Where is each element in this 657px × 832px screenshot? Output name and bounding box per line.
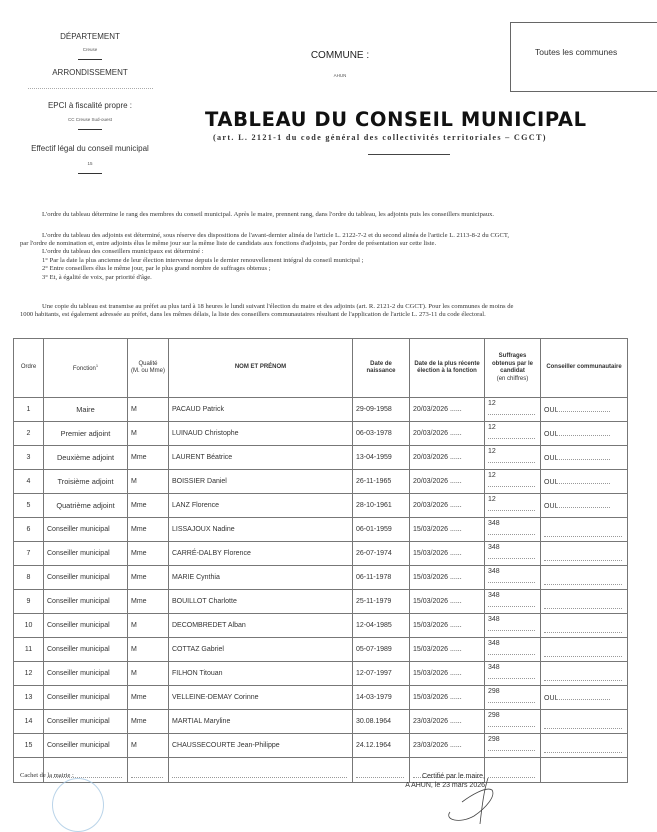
cell-nom: LISSAJOUX Nadine <box>169 518 353 542</box>
cell-ordre: 4 <box>14 470 44 494</box>
cell-election: 15/03/2026 ...... <box>410 662 485 686</box>
departement-label: DÉPARTEMENT <box>60 32 120 41</box>
cell-fonction: Conseiller municipal <box>44 734 128 758</box>
cell-communautaire <box>541 662 628 686</box>
cell-naissance: 13-04-1959 <box>353 446 410 470</box>
cell-election: 20/03/2026 ...... <box>410 494 485 518</box>
header-election: Date de la plus récente élection à la fonction <box>410 339 485 398</box>
table-row <box>14 638 628 662</box>
divider <box>78 129 102 130</box>
table-row <box>14 542 628 566</box>
page-subtitle: (art. L. 2121-1 du code général des collectivités territoriales – CGCT) <box>213 133 547 142</box>
cell-ordre: 15 <box>14 734 44 758</box>
cell-communautaire <box>541 494 628 518</box>
cell-fonction: Maire <box>44 398 128 422</box>
cell-qualite: Mme <box>128 566 169 590</box>
cell-suffrages: 12 <box>485 422 541 446</box>
cell-fonction: Conseiller municipal <box>44 518 128 542</box>
cell-fonction: Conseiller municipal <box>44 662 128 686</box>
table-row <box>14 662 628 686</box>
header-communautaire: Conseiller communautaire <box>541 339 628 398</box>
cell-qualite: M <box>128 734 169 758</box>
cell-ordre: 14 <box>14 710 44 734</box>
intro-paragraph-4-line-1: Une copie du tableau est transmise au préfet au plus tard à 18 heures le lundi suivant l'élection du maire et des adjoints (art. R. 2121-2 du CGCT). Pour les communes de moins de <box>42 303 514 310</box>
cell-communautaire <box>541 590 628 614</box>
mairie-stamp <box>52 778 104 832</box>
cell-communautaire <box>541 422 628 446</box>
table-row <box>14 422 628 446</box>
cell-election: 15/03/2026 ...... <box>410 686 485 710</box>
cell-suffrages: 12 <box>485 470 541 494</box>
cell-fonction: Conseiller municipal <box>44 686 128 710</box>
cell-nom: LUINAUD Christophe <box>169 422 353 446</box>
cell-nom: DECOMBREDET Alban <box>169 614 353 638</box>
cell-naissance: 14-03-1979 <box>353 686 410 710</box>
cell-qualite: Mme <box>128 518 169 542</box>
table-row <box>14 566 628 590</box>
communautaire-value: OUI <box>544 431 557 438</box>
cell-fonction: Conseiller municipal <box>44 614 128 638</box>
cell-empty <box>541 758 628 783</box>
divider <box>78 173 102 174</box>
cell-communautaire <box>541 686 628 710</box>
cell-nom: VELLEINE-DEMAY Corinne <box>169 686 353 710</box>
intro-paragraph-1: L'ordre du tableau détermine le rang des membres du conseil municipal. Après le maire, prennent rang, dans l'ordre du tableau, les adjoints puis les conseillers municipaux. <box>42 211 495 218</box>
cell-suffrages: 348 <box>485 614 541 638</box>
cell-ordre: 1 <box>14 398 44 422</box>
cell-election: 15/03/2026 ...... <box>410 590 485 614</box>
cell-empty <box>169 758 353 783</box>
cell-naissance: 06-11-1978 <box>353 566 410 590</box>
cell-qualite: M <box>128 398 169 422</box>
intro-rule-3: 3° Et, à égalité de voix, par priorité d'âge. <box>42 274 152 281</box>
epci-label: EPCI à fiscalité propre : <box>47 101 133 110</box>
table-row <box>14 734 628 758</box>
table-row <box>14 470 628 494</box>
cell-qualite: Mme <box>128 446 169 470</box>
cell-ordre: 8 <box>14 566 44 590</box>
cell-fonction: Conseiller municipal <box>44 590 128 614</box>
cell-fonction: Troisième adjoint <box>44 470 128 494</box>
table-row <box>14 494 628 518</box>
cell-election: 20/03/2026 ...... <box>410 422 485 446</box>
communautaire-value: OUI <box>544 503 557 510</box>
cell-naissance: 12-04-1985 <box>353 614 410 638</box>
cell-election: 15/03/2026 ...... <box>410 638 485 662</box>
cell-election: 23/03/2026 ...... <box>410 734 485 758</box>
cell-naissance: 24.12.1964 <box>353 734 410 758</box>
cell-qualite: M <box>128 662 169 686</box>
cell-fonction: Quatrième adjoint <box>44 494 128 518</box>
cell-qualite: M <box>128 422 169 446</box>
cell-qualite: M <box>128 614 169 638</box>
divider <box>78 59 102 60</box>
table-header-row <box>14 339 628 398</box>
cell-qualite: Mme <box>128 590 169 614</box>
table-row <box>14 614 628 638</box>
intro-rule-2: 2° Entre conseillers élus le même jour, par le plus grand nombre de suffrages obtenus ; <box>42 265 271 272</box>
departement-block <box>20 32 160 174</box>
departement-value: Creuse <box>82 47 98 52</box>
cell-election: 20/03/2026 ...... <box>410 446 485 470</box>
cell-nom: MARTIAL Maryline <box>169 710 353 734</box>
cell-nom: PACAUD Patrick <box>169 398 353 422</box>
header-fonction: Fonction$^1$ <box>44 339 128 398</box>
cell-election: 15/03/2026 ...... <box>410 518 485 542</box>
communautaire-value: OUI <box>544 407 557 414</box>
cell-suffrages: 348 <box>485 542 541 566</box>
cell-naissance: 25-11-1979 <box>353 590 410 614</box>
intro-paragraph-4-line-2: 1000 habitants, est également adressée au préfet, dans les mêmes délais, la liste des conseillers communautaires résultant de l'application de l'article L. 273-11 du code électoral. <box>20 311 486 318</box>
cell-naissance: 28-10-1961 <box>353 494 410 518</box>
header-nom: NOM ET PRÉNOM <box>169 339 353 398</box>
cell-naissance: 06-01-1959 <box>353 518 410 542</box>
cell-ordre: 9 <box>14 590 44 614</box>
cell-ordre: 5 <box>14 494 44 518</box>
cell-qualite: Mme <box>128 494 169 518</box>
cell-communautaire <box>541 710 628 734</box>
cell-empty <box>128 758 169 783</box>
cell-communautaire <box>541 446 628 470</box>
cell-nom: BOISSIER Daniel <box>169 470 353 494</box>
cell-suffrages: 348 <box>485 518 541 542</box>
cell-naissance: 26-07-1974 <box>353 542 410 566</box>
mayor-signature <box>440 776 500 826</box>
cell-communautaire <box>541 518 628 542</box>
cell-fonction: Premier adjoint <box>44 422 128 446</box>
intro-paragraph-2-line-2: par l'ordre de nomination et, entre adjoints élus le même jour sur la même liste de candidats aux fonctions d'adjoints, par l'ordre de présentation sur cette liste. <box>20 240 437 247</box>
arrondissement-value-line <box>28 88 153 89</box>
scope-box-label: Toutes les communes <box>535 47 618 57</box>
cell-suffrages: 12 <box>485 446 541 470</box>
cell-suffrages: 298 <box>485 686 541 710</box>
cell-election: 15/03/2026 ...... <box>410 614 485 638</box>
cell-fonction: Conseiller municipal <box>44 710 128 734</box>
cell-nom: MARIE Cynthia <box>169 566 353 590</box>
communautaire-value: OUI <box>544 695 557 702</box>
cell-communautaire <box>541 470 628 494</box>
commune-label: COMMUNE : <box>310 50 370 61</box>
cell-suffrages: 348 <box>485 638 541 662</box>
cell-communautaire <box>541 734 628 758</box>
cell-election: 20/03/2026 ...... <box>410 398 485 422</box>
cell-nom: BOUILLOT Charlotte <box>169 590 353 614</box>
cell-election: 15/03/2026 ...... <box>410 542 485 566</box>
table-row-empty <box>14 758 628 783</box>
cell-fonction: Deuxième adjoint <box>44 446 128 470</box>
page-title: TABLEAU DU CONSEIL MUNICIPAL <box>205 108 587 131</box>
cell-fonction: Conseiller municipal <box>44 566 128 590</box>
table-row <box>14 446 628 470</box>
cell-communautaire <box>541 542 628 566</box>
cell-communautaire <box>541 398 628 422</box>
cell-nom: COTTAZ Gabriel <box>169 638 353 662</box>
cell-naissance: 05-07-1989 <box>353 638 410 662</box>
cell-suffrages: 12 <box>485 494 541 518</box>
cell-election: 20/03/2026 ...... <box>410 470 485 494</box>
cell-communautaire <box>541 614 628 638</box>
cell-nom: CHAUSSECOURTE Jean-Philippe <box>169 734 353 758</box>
cell-ordre: 12 <box>14 662 44 686</box>
commune-block <box>260 50 420 78</box>
header-naissance: Date de naissance <box>353 339 410 398</box>
cell-nom: CARRÉ-DALBY Florence <box>169 542 353 566</box>
commune-value: AHUN <box>333 73 347 78</box>
table-row <box>14 590 628 614</box>
cell-ordre: 10 <box>14 614 44 638</box>
cell-election: 15/03/2026 ...... <box>410 566 485 590</box>
certification-line-1: Certifié par le maire, <box>421 773 485 780</box>
cell-fonction: Conseiller municipal <box>44 542 128 566</box>
cell-suffrages: 298 <box>485 734 541 758</box>
cell-naissance: 06-03-1978 <box>353 422 410 446</box>
intro-rule-1: 1° Par la date la plus ancienne de leur élection intervenue depuis le dernier renouvellement intégral du conseil municipal ; <box>42 257 364 264</box>
cell-naissance: 26-11-1965 <box>353 470 410 494</box>
intro-paragraph-3: L'ordre du tableau des conseillers municipaux est déterminé : <box>42 248 204 255</box>
cell-nom: FILHON Titouan <box>169 662 353 686</box>
cell-nom: LANZ Florence <box>169 494 353 518</box>
header-suffrages: Suffrages obtenus par le candidat (en chiffres) <box>485 339 541 398</box>
cell-suffrages: 348 <box>485 590 541 614</box>
cell-communautaire <box>541 566 628 590</box>
epci-value: CC Creuse Sud-ouest <box>67 117 113 122</box>
effectif-label: Effectif légal du conseil municipal <box>31 144 149 153</box>
cell-election: 23/03/2026 ...... <box>410 710 485 734</box>
cell-qualite: Mme <box>128 542 169 566</box>
cell-qualite: M <box>128 638 169 662</box>
cell-naissance: 29-09-1958 <box>353 398 410 422</box>
communautaire-value: OUI <box>544 455 557 462</box>
cell-ordre: 11 <box>14 638 44 662</box>
cell-ordre: 2 <box>14 422 44 446</box>
title-divider <box>368 154 450 155</box>
communautaire-value: OUI <box>544 479 557 486</box>
cell-nom: LAURENT Béatrice <box>169 446 353 470</box>
cell-naissance: 30.08.1964 <box>353 710 410 734</box>
cell-suffrages: 348 <box>485 566 541 590</box>
table-row <box>14 398 628 422</box>
header-ordre: Ordre <box>14 339 44 398</box>
cell-qualite: M <box>128 470 169 494</box>
cell-ordre: 13 <box>14 686 44 710</box>
certification-line-2: A AHUN, le 23 mars 2026 <box>405 782 485 789</box>
table-row <box>14 710 628 734</box>
cell-qualite: Mme <box>128 710 169 734</box>
table-row <box>14 686 628 710</box>
table-row <box>14 518 628 542</box>
cell-ordre: 7 <box>14 542 44 566</box>
intro-paragraph-2-line-1: L'ordre du tableau des adjoints est déterminé, sous réserve des dispositions de l'avant-dernier alinéa de l'article L. 2122-7-2 et du second alinéa de l'article L. 2113-8-2 du CGCT, <box>42 232 510 239</box>
footnote-marker: 1 <box>95 363 99 369</box>
cell-suffrages: 12 <box>485 398 541 422</box>
cell-ordre: 6 <box>14 518 44 542</box>
effectif-value: 15 <box>87 161 93 166</box>
council-table <box>13 338 628 783</box>
cell-communautaire <box>541 638 628 662</box>
scope-box <box>510 22 657 92</box>
cell-ordre: 3 <box>14 446 44 470</box>
cell-naissance: 12-07-1997 <box>353 662 410 686</box>
cell-suffrages: 298 <box>485 710 541 734</box>
cell-qualite: Mme <box>128 686 169 710</box>
cachet-label: Cachet de la mairie : <box>20 772 74 779</box>
arrondissement-label: ARRONDISSEMENT <box>52 68 128 77</box>
cell-fonction: Conseiller municipal <box>44 638 128 662</box>
cell-suffrages: 348 <box>485 662 541 686</box>
header-qualite: Qualité (M. ou Mme) <box>128 339 169 398</box>
